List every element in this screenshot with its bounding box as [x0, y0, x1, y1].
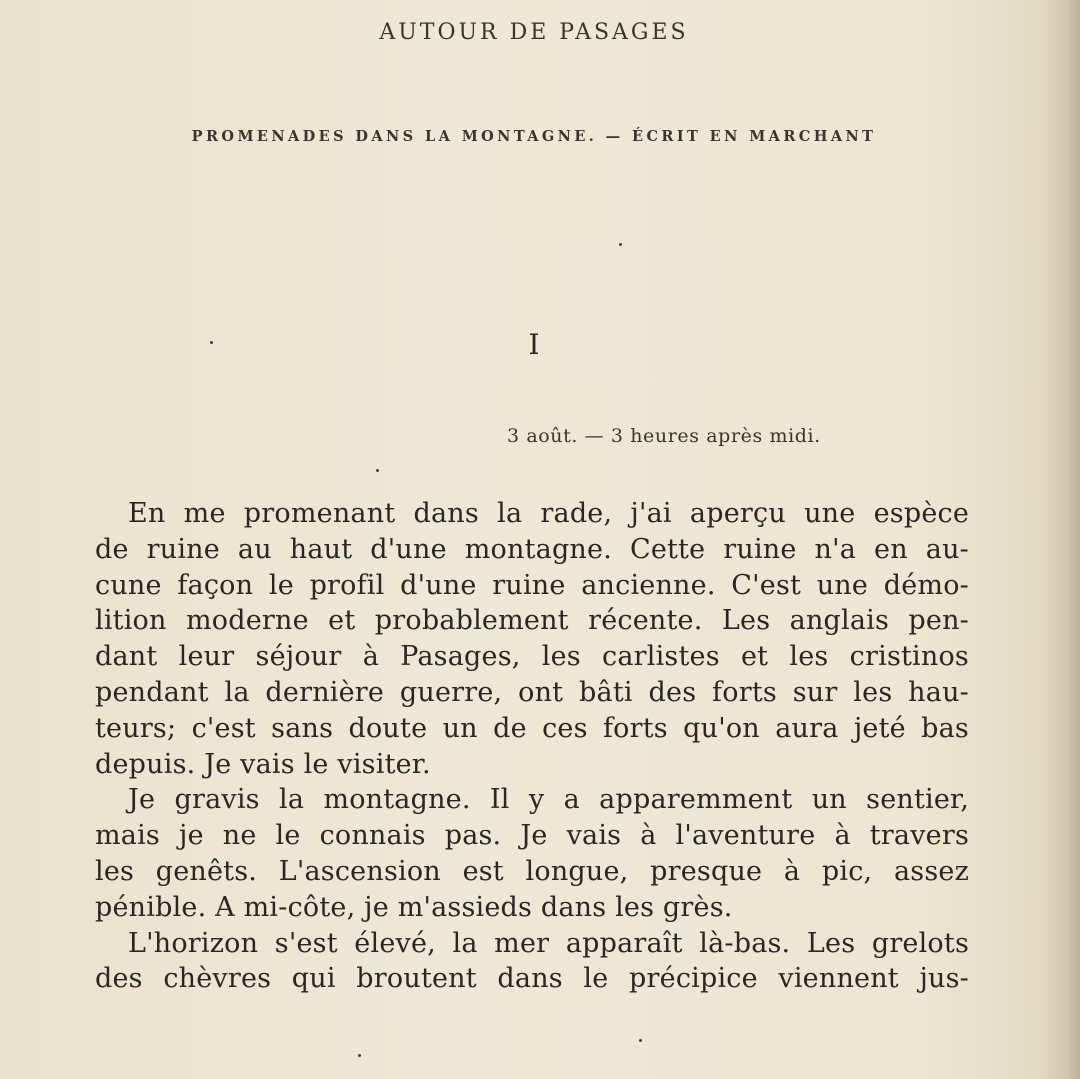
text-line: pénible. A mi-côte, je m'assieds dans les grès.: [95, 891, 733, 923]
text-line: de ruine au haut d'une montagne. Cette ruine n'a en au-: [95, 533, 969, 565]
text-line: depuis. Je vais le visiter.: [95, 748, 431, 780]
chapter-subtitle: PROMENADES DANS LA MONTAGNE. — ÉCRIT EN MARCHANT: [191, 128, 877, 145]
paper-speck: [639, 1039, 642, 1042]
text-line: mais je ne le connais pas. Je vais à l'aventure à travers: [95, 820, 969, 852]
text-line: des chèvres qui broutent dans le précipice viennent jus-: [95, 963, 969, 995]
paper-speck: [376, 469, 379, 472]
text-line: En me promenant dans la rade, j'ai aperçu une espèce: [128, 498, 969, 529]
text-line: teurs; c'est sans doute un de ces forts qu'on aura jeté bas: [95, 712, 969, 744]
body-text: [95, 496, 969, 997]
text-line: lition moderne et probablement récente. Les anglais pen-: [95, 605, 969, 637]
text-line: Je gravis la montagne. Il y a apparemment un sentier,: [128, 784, 969, 816]
text-line: cune façon le profil d'une ruine ancienne. C'est une démo-: [95, 569, 969, 601]
paper-speck: [619, 243, 622, 246]
text-line: dant leur séjour à Pasages, les carlistes et les cristinos: [95, 641, 969, 673]
running-head: AUTOUR DE PASAGES: [379, 20, 689, 45]
page-edge-shadow: [1040, 0, 1080, 1079]
text-line: L'horizon s'est élevé, la mer apparaît là-bas. Les grelots: [128, 927, 969, 959]
chapter-number: I: [528, 328, 540, 361]
paper-speck: [358, 1054, 361, 1057]
date-line: 3 août. — 3 heures après midi.: [507, 425, 821, 447]
text-line: pendant la dernière guerre, ont bâti des forts sur les hau-: [95, 676, 969, 708]
text-line: les genêts. L'ascension est longue, presque à pic, assez: [95, 855, 969, 887]
